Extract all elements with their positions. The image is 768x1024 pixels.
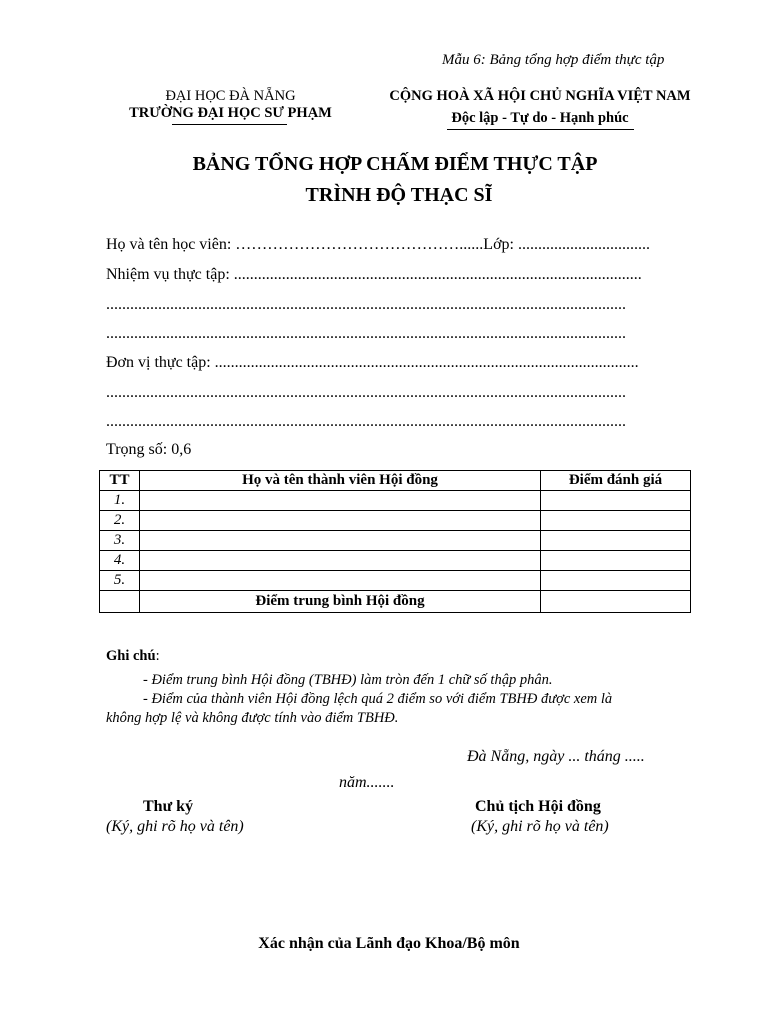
note-item-cont: không hợp lệ và không được tính vào điểm TBHĐ. [106, 710, 399, 726]
table-header-row [100, 471, 691, 491]
average-row [100, 591, 691, 613]
row-number: 2. [100, 511, 140, 531]
col-header-member: Họ và tên thành viên Hội đồng [140, 471, 541, 491]
chair-title: Chủ tịch Hội đồng [475, 798, 601, 815]
col-header-score: Điểm đánh giá [541, 471, 691, 491]
department-confirmation: Xác nhận của Lãnh đạo Khoa/Bộ môn [258, 935, 520, 952]
task-field-cont: .................................................................................................................................. [106, 325, 626, 342]
unit-field-cont: .................................................................................................................................. [106, 413, 626, 430]
form-number: Mẫu 6: Bảng tổng hợp điểm thực tập [442, 52, 665, 68]
note-item: - Điểm trung bình Hội đồng (TBHĐ) làm tròn đến 1 chữ số thập phân. [143, 672, 553, 688]
university-name: ĐẠI HỌC ĐÀ NẴNG [165, 88, 296, 104]
member-name-cell[interactable] [140, 511, 541, 531]
weight-field: Trọng số: 0,6 [106, 441, 192, 458]
unit-field-cont: .................................................................................................................................. [106, 384, 626, 401]
table-row [100, 551, 691, 571]
table-row [100, 571, 691, 591]
secretary-title: Thư ký [143, 798, 194, 815]
member-name-cell[interactable] [140, 571, 541, 591]
row-number: 5. [100, 571, 140, 591]
score-cell[interactable] [541, 531, 691, 551]
school-name: TRƯỜNG ĐẠI HỌC SƯ PHẠM [129, 105, 332, 121]
notes-heading-colon: : [155, 648, 160, 664]
council-score-table [99, 470, 691, 613]
score-cell[interactable] [541, 571, 691, 591]
average-score-cell[interactable] [541, 591, 691, 613]
task-field: Nhiệm vụ thực tập: ...................................................................................................... [106, 266, 642, 283]
member-name-cell[interactable] [140, 551, 541, 571]
average-label: Điểm trung bình Hội đồng [140, 591, 541, 613]
score-cell[interactable] [541, 511, 691, 531]
member-name-cell[interactable] [140, 531, 541, 551]
document-title: BẢNG TỔNG HỢP CHẤM ĐIỂM THỰC TẬP [192, 153, 598, 175]
national-motto: Độc lập - Tự do - Hạnh phúc [451, 110, 629, 126]
table-row [100, 511, 691, 531]
notes-heading [106, 648, 160, 665]
row-number: 4. [100, 551, 140, 571]
student-name-field: Họ và tên học viên: ……………………………………......Lớp: ................................. [106, 236, 650, 253]
unit-field: Đơn vị thực tập: .......................................................................................................... [106, 354, 639, 371]
document-subtitle: TRÌNH ĐỘ THẠC SĨ [305, 184, 493, 206]
member-name-cell[interactable] [140, 491, 541, 511]
row-number: 1. [100, 491, 140, 511]
table-row [100, 531, 691, 551]
score-cell[interactable] [541, 491, 691, 511]
date-line: Đà Nẵng, ngày ... tháng ..... [467, 748, 645, 765]
task-field-cont: .................................................................................................................................. [106, 296, 626, 313]
school-underline [172, 124, 287, 125]
secretary-sign-note: (Ký, ghi rõ họ và tên) [106, 818, 244, 835]
note-item: - Điểm của thành viên Hội đồng lệch quá 2 điểm so với điểm TBHĐ được xem là [143, 691, 613, 707]
score-cell[interactable] [541, 551, 691, 571]
motto-underline [447, 129, 634, 130]
national-title: CỘNG HOÀ XÃ HỘI CHỦ NGHĨA VIỆT NAM [389, 88, 691, 104]
table-row [100, 491, 691, 511]
average-row-number [100, 591, 140, 613]
notes-heading-label: Ghi chú [106, 648, 156, 664]
chair-sign-note: (Ký, ghi rõ họ và tên) [471, 818, 609, 835]
col-header-tt: TT [100, 471, 140, 491]
row-number: 3. [100, 531, 140, 551]
date-line-year: năm....... [339, 774, 395, 791]
